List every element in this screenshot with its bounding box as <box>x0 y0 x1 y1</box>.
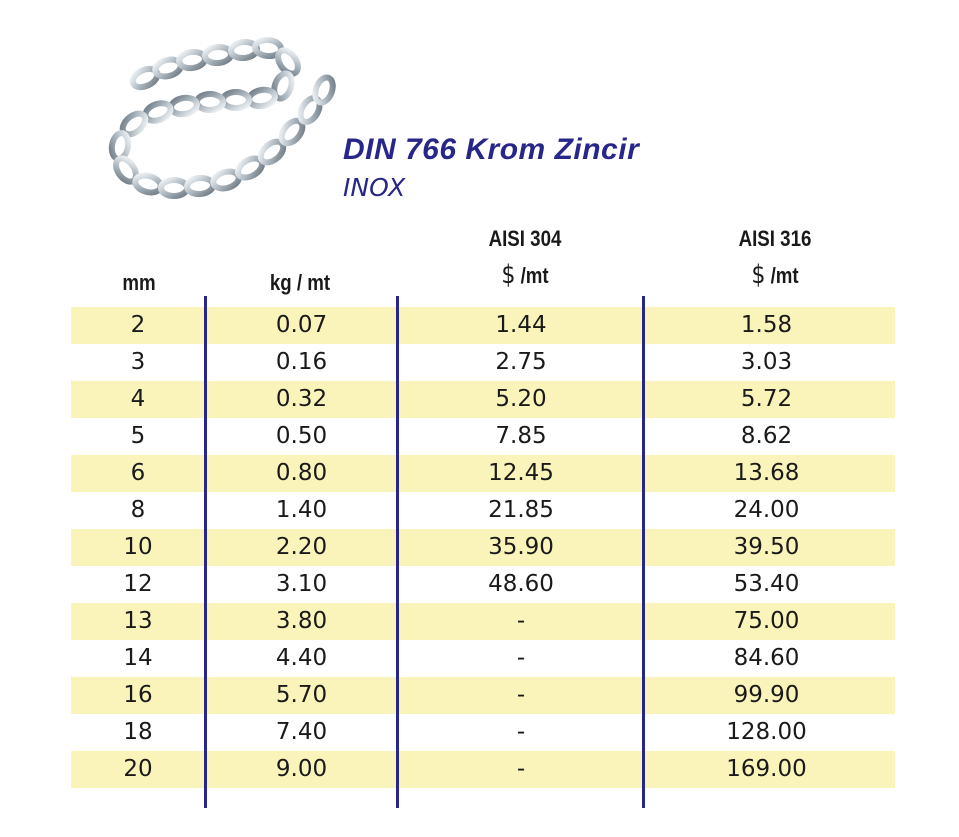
cell-aisi304: - <box>516 682 526 708</box>
cell-kg: 7.40 <box>275 719 328 745</box>
cell-kg: 1.40 <box>275 497 328 523</box>
cell-aisi304: 35.90 <box>488 534 554 560</box>
cell-aisi316: 5.72 <box>740 386 793 412</box>
column-header-kg: kg / mt <box>269 270 331 295</box>
table-row <box>71 344 895 381</box>
table-row <box>71 418 895 455</box>
cell-kg: 0.32 <box>275 386 328 412</box>
cell-mm: 5 <box>130 423 146 449</box>
column-header-aisi304-unit <box>461 260 589 290</box>
cell-aisi316: 3.03 <box>740 349 793 375</box>
table-row <box>71 529 895 566</box>
cell-mm: 4 <box>130 386 146 412</box>
cell-aisi304: - <box>516 719 526 745</box>
cell-aisi304: 1.44 <box>495 312 547 338</box>
cell-aisi304: 5.20 <box>495 386 547 412</box>
cell-mm: 8 <box>130 497 146 523</box>
dollar-icon: $ <box>751 260 766 290</box>
price-table <box>71 307 895 788</box>
cell-kg: 3.10 <box>275 571 328 597</box>
chain-image <box>100 20 350 220</box>
cell-kg: 2.20 <box>275 534 328 560</box>
table-row <box>71 307 895 344</box>
cell-aisi316: 39.50 <box>733 534 800 560</box>
cell-aisi316: 24.00 <box>733 497 800 523</box>
cell-aisi304: 21.85 <box>488 497 554 523</box>
cell-aisi316: 169.00 <box>726 756 807 782</box>
cell-aisi304: - <box>516 645 526 671</box>
cell-mm: 18 <box>123 719 153 745</box>
cell-aisi316: 53.40 <box>733 571 800 597</box>
cell-kg: 3.80 <box>275 608 328 634</box>
cell-mm: 20 <box>123 756 153 782</box>
table-row <box>71 566 895 603</box>
dollar-icon: $ <box>501 260 516 290</box>
cell-aisi304: - <box>516 608 526 634</box>
page-subtitle: INOX <box>343 173 406 202</box>
cell-kg: 0.50 <box>275 423 328 449</box>
table-row <box>71 603 895 640</box>
table-row <box>71 751 895 788</box>
cell-mm: 3 <box>130 349 146 375</box>
cell-mm: 13 <box>123 608 153 634</box>
table-row <box>71 381 895 418</box>
cell-kg: 0.80 <box>275 460 328 486</box>
cell-kg: 4.40 <box>275 645 328 671</box>
cell-aisi316: 8.62 <box>740 423 793 449</box>
column-header-aisi316-grade: AISI 316 <box>738 226 812 251</box>
unit-label: /mt <box>520 263 549 288</box>
cell-aisi316: 128.00 <box>726 719 807 745</box>
page-title: DIN 766 Krom Zincir <box>343 133 640 166</box>
cell-aisi316: 99.90 <box>733 682 800 708</box>
cell-aisi304: 7.85 <box>495 423 547 449</box>
cell-mm: 10 <box>123 534 153 560</box>
table-row <box>71 455 895 492</box>
cell-kg: 5.70 <box>275 682 328 708</box>
cell-mm: 16 <box>123 682 153 708</box>
cell-aisi316: 1.58 <box>740 312 793 338</box>
table-row <box>71 492 895 529</box>
cell-aisi316: 13.68 <box>733 460 800 486</box>
table-row <box>71 677 895 714</box>
column-header-mm: mm <box>122 270 156 295</box>
cell-aisi304: 12.45 <box>488 460 554 486</box>
column-divider <box>642 296 645 808</box>
cell-aisi316: 84.60 <box>733 645 800 671</box>
cell-mm: 12 <box>123 571 153 597</box>
unit-label: /mt <box>770 263 799 288</box>
cell-kg: 0.16 <box>275 349 328 375</box>
cell-aisi304: 48.60 <box>488 571 554 597</box>
cell-aisi304: - <box>516 756 526 782</box>
column-header-aisi316-unit <box>711 260 839 290</box>
cell-aisi316: 75.00 <box>733 608 800 634</box>
cell-mm: 14 <box>123 645 153 671</box>
table-row <box>71 640 895 677</box>
column-header-aisi304-grade: AISI 304 <box>488 226 562 251</box>
cell-mm: 2 <box>130 312 146 338</box>
column-divider <box>396 296 399 808</box>
cell-kg: 0.07 <box>275 312 328 338</box>
cell-kg: 9.00 <box>275 756 328 782</box>
table-row <box>71 714 895 751</box>
column-divider <box>204 296 207 808</box>
cell-aisi304: 2.75 <box>495 349 547 375</box>
cell-mm: 6 <box>130 460 146 486</box>
